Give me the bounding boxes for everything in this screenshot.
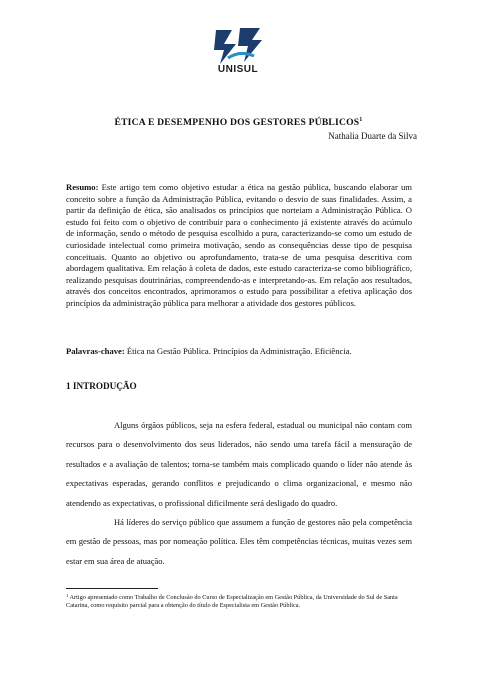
keywords-text: Ética na Gestão Pública. Princípios da Administração. Eficiência. — [126, 346, 352, 356]
logo-wordmark: UNISUL — [217, 64, 259, 75]
paragraph: Há líderes do serviço público que assumem a função de gestores não pela competência em gestão de pessoas, mas por nomeação política. Eles têm competências técnicas, muitas vezes sem estar em sua área de atuação. — [66, 517, 412, 566]
logo-left-wing — [214, 30, 236, 64]
footnote-text: Artigo apresentado como Trabalho de Conclusão do Curso de Especialização em Gestão Pública, da Universidade do Sul de Santa Catarina, como requisito parcial para a obtenção do título de Especialista em Gestão Pública. — [66, 594, 398, 610]
paragraph: Alguns órgãos públicos, seja na esfera federal, estadual ou municipal não contam com recursos para o desenvolvimento dos seus liderados, não sendo uma tarefa fácil a mensuração de resultados e a avaliação de talentos; torna-se também mais complicado quando o líder não atende às expectativas esperadas, gerando conflitos e prejudicando o clima organizacional, e mesmo não atendendo as expectativas, o profissional dificilmente será desligado do quadro. — [66, 420, 412, 508]
abstract-text: Este artigo tem como objetivo estudar a ética na gestão pública, buscando elaborar um conceito sobre a função da Administração Pública, evitando o desvio de suas finalidades. Assim, a partir da definição de ética, são analisados os princípios que norteiam a Administração Pública. O estudo foi feito com o objetivo de contribuir para o conhecimento já existente através do acúmulo de informação, sendo o método de pesquisa escolhido a pura, caracterizando-se como um estudo de curiosidade intelectual como primeira motivação, sendo as consequências desse tipo de pesquisa conceituais. Quanto ao objetivo ou aprofundamento, trata-se de uma pesquisa descritiva com abordagem qualitativa. Em relação à coleta de dados, este estudo caracteriza-se como bibliográfico, realizando pesquisas doutrinárias, compreendendo-as e interpretando-as. Em relação aos resultados, através dos conceitos encontrados, aprimoramos o estudo para possibilitar a efetiva aplicação dos princípios da administração pública para melhorar a atividade dos gestores públicos. — [66, 182, 412, 308]
paper-title-text: ÉTICA E DESEMPENHO DOS GESTORES PÚBLICOS — [114, 117, 360, 128]
footnote-divider — [66, 588, 158, 589]
paper-title — [40, 117, 437, 128]
logo-accent-stroke — [228, 53, 254, 58]
author-name: Nathalia Duarte da Silva — [328, 131, 417, 141]
logo-right-wing — [238, 28, 262, 62]
abstract — [66, 182, 412, 310]
title-footnote-marker: 1 — [359, 117, 363, 123]
keywords-label: Palavras-chave: — [66, 346, 125, 356]
section-heading: 1 INTRODUÇÃO — [66, 381, 137, 391]
footnote — [66, 592, 412, 611]
footnote-marker: 1 — [66, 593, 69, 598]
keywords — [66, 346, 412, 357]
abstract-label: Resumo: — [66, 182, 99, 192]
body-text — [66, 416, 412, 571]
